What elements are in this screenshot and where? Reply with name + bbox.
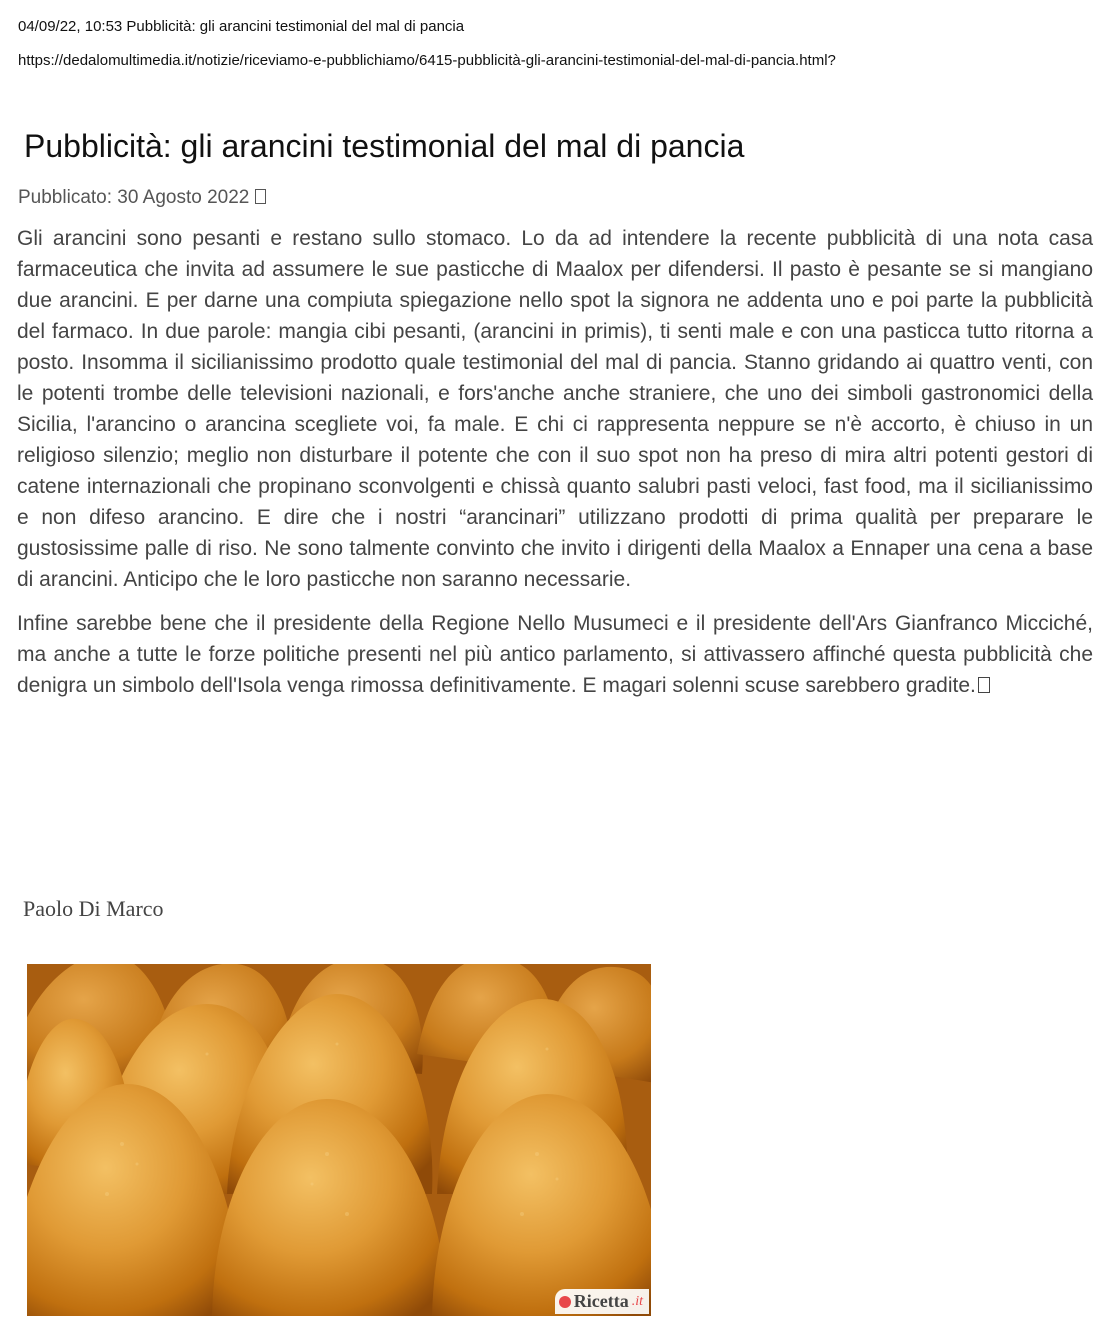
article-title: Pubblicità: gli arancini testimonial del mal di pancia bbox=[24, 128, 745, 164]
ricetta-logo-icon bbox=[559, 1296, 571, 1308]
missing-glyph-icon bbox=[978, 677, 990, 693]
article-body bbox=[17, 223, 1093, 714]
print-header-url: https://dedalomultimedia.it/notizie/riceviamo-e-pubblichiamo/6415-pubblicità-gli-arancini-testimonial-del-mal-di-pancia.html? bbox=[18, 52, 836, 69]
watermark-suffix: .it bbox=[631, 1293, 643, 1309]
publish-date-line bbox=[18, 187, 266, 209]
arancini-illustration bbox=[27, 964, 651, 1316]
missing-glyph-icon bbox=[255, 189, 266, 204]
print-header-datetime-title: 04/09/22, 10:53 Pubblicità: gli arancini testimonial del mal di pancia bbox=[18, 18, 465, 35]
paragraph-1-text: Gli arancini sono pesanti e restano sullo stomaco. Lo da ad intendere la recente pubblicità di una nota casa farmaceutica che invita ad assumere le sue pasticche di Maalox per difendersi. Il pasto è pesante se si mangiano due arancini. E per darne una compiuta spiegazione nello spot la signora ne addenta uno e poi parte la pubblicità del farmaco. In due parole: mangia cibi pesanti, (arancini in primis), ti senti male e con una pasticca tutto ritorna a posto. Insomma il sicilianissimo prodotto quale testimonial del mal di pancia. Stanno gridando ai quattro venti, con le potenti trombe delle televisioni nazionali, e fors'anche anche straniere, che uno dei simboli gastronomici della Sicilia, l'arancino o arancina scegliete voi, fa male. E chi ci rappresenta neppure se n'è accorto, è chiuso in un religioso silenzio; meglio non disturbare il potente che con il suo spot non ha preso di mira altri potenti gestori di catene internazionali che propinano sconvolgenti e chissà quanto salubri pasti veloci, fast food, ma il sicilianissimo e non difeso arancino. E dire che i nostri “arancinari” utilizzano prodotti di prima qualità per preparare le gustosissime palle di riso. Ne sono talmente convinto che invito i dirigenti della Maalox a Ennaper una cena a base di arancini. Anticipo che le loro pasticche non saranno necessarie. bbox=[17, 227, 1093, 591]
publish-date: Pubblicato: 30 Agosto 2022 bbox=[18, 187, 250, 208]
arancini-photo bbox=[27, 964, 651, 1316]
watermark-brand: Ricetta bbox=[573, 1291, 629, 1311]
author-name: Paolo Di Marco bbox=[23, 896, 164, 921]
ricetta-watermark bbox=[555, 1289, 649, 1314]
paragraph-2-text: Infine sarebbe bene che il presidente della Regione Nello Musumeci e il presidente dell'Ars Gianfranco Micciché, ma anche a tutte le forze politiche presenti nel più antico parlamento, si attivassero affinché questa pubblicità che denigra un simbolo dell'Isola venga rimossa definitivamente. E magari solenni scuse sarebbero gradite. bbox=[17, 612, 1093, 697]
article-paragraph bbox=[17, 223, 1093, 595]
article-paragraph bbox=[17, 608, 1093, 701]
